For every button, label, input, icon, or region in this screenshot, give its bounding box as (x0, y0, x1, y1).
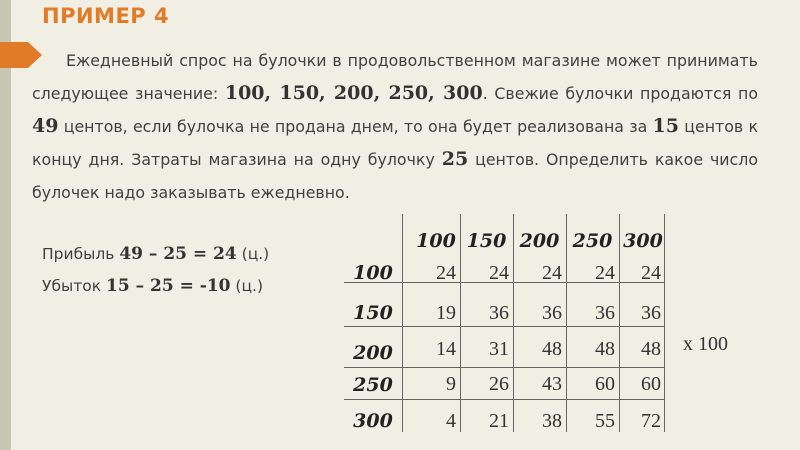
table-cell: 36 (542, 302, 562, 324)
column-header: 250 (572, 230, 613, 252)
table-divider (344, 399, 664, 400)
table-cell: 24 (489, 262, 509, 284)
table-cell: 36 (595, 302, 615, 324)
problem-text-3: центов, если булочка не продана днем, то она будет реализована за (58, 117, 653, 136)
profit-unit: (ц.) (236, 245, 270, 263)
row-header: 100 (353, 262, 393, 284)
loss-unit: (ц.) (230, 277, 263, 295)
problem-text-2: . Свежие булочки продаются по (482, 84, 758, 103)
loss-label: Убыток (42, 277, 107, 295)
table-multiplier: x 100 (683, 333, 728, 355)
unit-cost: 25 (441, 148, 469, 170)
table-cell: 26 (489, 373, 509, 395)
slide-title: ПРИМЕР 4 (42, 4, 170, 28)
table-cell: 19 (436, 302, 456, 324)
column-header: 150 (466, 230, 507, 252)
profit-calculation (42, 244, 269, 264)
problem-text-4: центов к концу дня. Затраты магазина на одну булочку (32, 117, 759, 169)
table-cell: 31 (489, 338, 509, 360)
table-cell: 43 (542, 373, 562, 395)
loss-formula: 15 – 25 = -10 (106, 276, 231, 296)
row-header: 200 (353, 342, 393, 364)
row-header: 300 (353, 410, 393, 432)
table-cell: 72 (641, 410, 661, 432)
sale-price: 49 (32, 115, 59, 137)
table-divider (344, 326, 664, 327)
loss-calculation (42, 276, 263, 296)
table-divider (344, 367, 664, 368)
table-cell: 48 (641, 338, 661, 360)
table-cell: 60 (641, 373, 661, 395)
table-cell: 55 (595, 410, 615, 432)
table-cell: 21 (489, 410, 509, 432)
row-header: 250 (353, 374, 393, 396)
column-header: 100 (416, 230, 456, 252)
table-cell: 38 (542, 410, 562, 432)
table-cell: 48 (542, 338, 562, 360)
table-cell: 60 (595, 373, 615, 395)
problem-text-5: центов. Определить какое число булочек надо заказывать ежедневно. (32, 150, 758, 202)
problem-statement (32, 44, 758, 209)
problem-text-1: Ежедневный спрос на булочки в продовольственном магазине может принимать следующее значение: (32, 51, 758, 103)
row-header: 150 (353, 302, 393, 324)
table-cell: 24 (542, 262, 562, 284)
salvage-price: 15 (652, 115, 679, 137)
profit-label: Прибыль (42, 245, 120, 263)
column-header: 300 (623, 230, 663, 252)
table-cell: 36 (641, 302, 661, 324)
table-cell: 14 (436, 338, 456, 360)
column-header: 200 (519, 230, 560, 252)
table-cell: 24 (641, 262, 661, 284)
table-cell: 4 (446, 410, 456, 432)
demand-values: 100, 150, 200, 250, 300 (224, 82, 483, 104)
profit-formula: 49 – 25 = 24 (119, 244, 237, 264)
table-cell: 36 (489, 302, 509, 324)
table-cell: 48 (595, 338, 615, 360)
table-cell: 24 (436, 262, 456, 284)
table-cell: 24 (595, 262, 615, 284)
table-cell: 9 (446, 373, 456, 395)
